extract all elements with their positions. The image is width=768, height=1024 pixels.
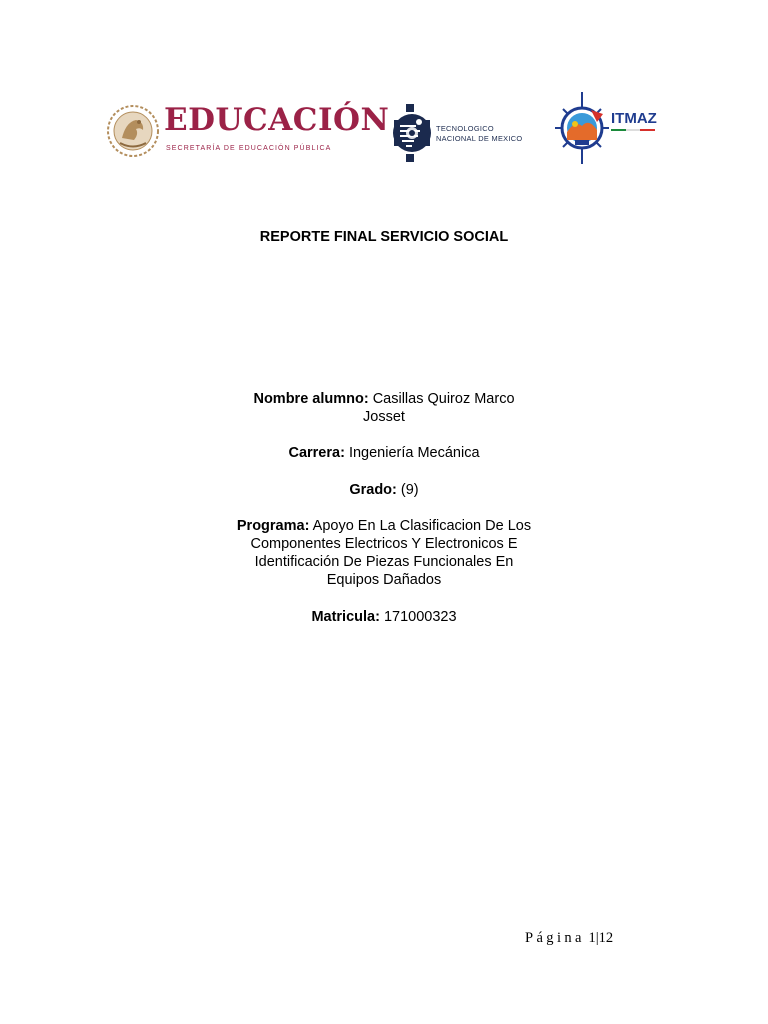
page-number: 1 — [588, 930, 596, 946]
itmaz-logo — [553, 90, 663, 166]
nombre-label: Nombre alumno: — [253, 391, 369, 407]
itmaz-name: ITMAZ — [611, 110, 657, 127]
field-matricula — [234, 608, 534, 626]
document-title: REPORTE FINAL SERVICIO SOCIAL — [259, 229, 509, 245]
field-nombre — [234, 390, 534, 426]
field-grado — [234, 481, 534, 499]
tecnm-logo — [392, 102, 522, 164]
itmaz-flag-stripe — [611, 129, 655, 131]
page-separator: | — [595, 930, 599, 946]
itmaz-compass-seal-icon — [553, 90, 611, 166]
carrera-label: Carrera: — [288, 445, 345, 462]
tecnm-name — [436, 124, 522, 144]
page-footer — [525, 930, 613, 947]
tecnm-line2: NACIONAL DE MEXICO — [436, 134, 523, 143]
matricula-label: Matricula: — [311, 608, 380, 625]
student-info — [234, 390, 534, 644]
programa-value: Apoyo En La Clasificacion De Los Componentes Electricos Y Electronicos E Identificación De Piezas Funcionales En Equipos Dañados — [250, 517, 532, 589]
tecnm-line1: TECNOLOGICO — [436, 124, 494, 133]
sep-logo — [106, 100, 390, 164]
matricula-value: 171000323 — [383, 608, 457, 625]
mexico-coat-of-arms-icon — [106, 100, 160, 162]
page-total: 12 — [598, 930, 614, 946]
grado-label: Grado: — [349, 481, 397, 498]
tecnm-gear-eagle-icon — [392, 102, 434, 164]
header-logos — [0, 90, 768, 170]
sep-name: EDUCACIÓN — [164, 102, 390, 138]
field-carrera — [234, 444, 534, 462]
sep-subtitle: SECRETARÍA DE EDUCACIÓN PÚBLICA — [166, 145, 332, 152]
carrera-value: Ingeniería Mecánica — [348, 445, 480, 462]
grado-value: (9) — [400, 481, 419, 498]
programa-label: Programa: — [236, 517, 310, 534]
page-word: Página — [525, 930, 585, 946]
field-programa — [234, 517, 534, 590]
nombre-value: Casillas Quiroz Marco Josset — [363, 391, 515, 426]
